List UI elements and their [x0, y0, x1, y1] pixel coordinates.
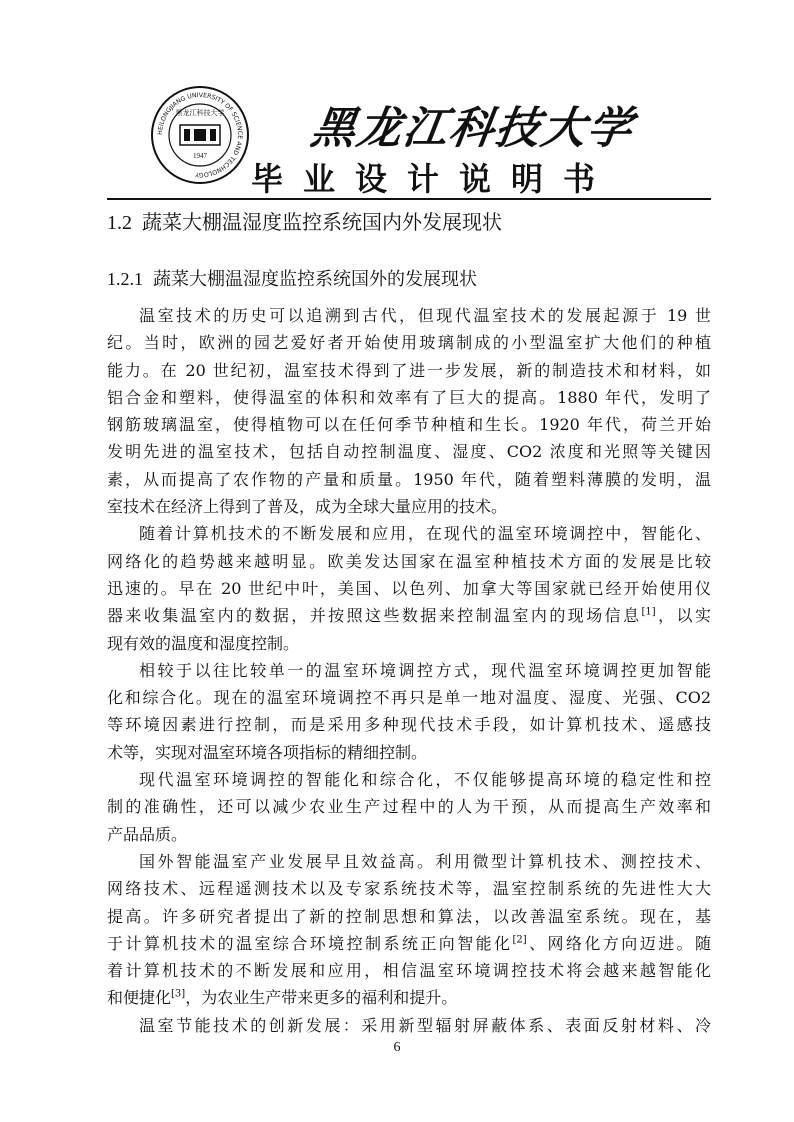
- university-name: 黑龙江科技大学: [307, 103, 637, 154]
- text-line: 提高。许多研究者提出了新的控制思想和算法，以改善温室系统。现在，基: [107, 906, 711, 926]
- text-line: 相较于以往比较单一的温室环境调控方式，现代温室环境调控更加智能: [139, 660, 711, 680]
- text-line: 网络技术、远程遥测技术以及专家系统技术等，温室控制系统的先进性大大: [107, 879, 711, 899]
- text-line: 钢筋玻璃温室，使得植物可以在任何季节种植和生长。1920 年代，荷兰开始: [107, 415, 711, 435]
- seal-chinese-text: 黑龙江科技大学: [175, 109, 225, 117]
- citation-ref: [2]: [512, 934, 527, 946]
- seal-ring-text: HEILONGJIANG UNIVERSITY OF SCIENCE AND TECHNOLOGY: [156, 91, 244, 179]
- text-run: 器来收集温室内的数据，并按照这些数据来控制温室内的现场信息: [107, 606, 642, 626]
- paragraph-intelligence: [107, 766, 711, 848]
- text-run: 和便捷化: [107, 988, 172, 1008]
- section-number: 1.2: [107, 212, 132, 234]
- text-line: 制的准确性，还可以减少农业生产过程中的人为干预，从而提高生产效率和: [107, 797, 711, 817]
- seal-year: 1947: [193, 152, 207, 160]
- section-heading: [107, 206, 711, 246]
- text-line: 室技术在经济上得到了普及，成为全球大量应用的技术。: [107, 497, 508, 517]
- text-line: 着计算机技术的不断发展和应用，相信温室环境调控技术将会越来越智能化: [107, 961, 711, 981]
- text-line: 国外智能温室产业发展早且效益高。利用微型计算机技术、测控技术、: [139, 851, 711, 871]
- text-line: 温室技术的历史可以追溯到古代，但现代温室技术的发展起源于 19 世: [139, 306, 711, 325]
- text-line: 随着计算机技术的不断发展和应用，在现代的温室环境调控中，智能化、: [139, 524, 711, 544]
- paragraph-foreign-industry: [107, 848, 711, 1012]
- subsection-title: 蔬菜大棚温湿度监控系统国外的发展现状: [153, 269, 477, 290]
- text-line: [107, 930, 711, 957]
- text-line: [107, 602, 711, 629]
- text-line: 现有效的温度和湿度控制。: [107, 633, 300, 653]
- text-line: 铝合金和塑料，使得温室的体积和效率有了巨大的提高。1880 年代，发明了: [107, 387, 711, 407]
- text-line: 发明先进的温室技术，包括自动控制温度、湿度、CO2 浓度和光照等关键因: [107, 442, 711, 462]
- text-line: 网络化的趋势越来越明显。欧美发达国家在温室种植技术方面的发展是比较: [107, 551, 711, 571]
- text-line: 纪。当时，欧洲的园艺爱好者开始使用玻璃制成的小型温室扩大他们的种植: [107, 333, 711, 353]
- citation-ref: [1]: [641, 606, 656, 618]
- text-line: 现代温室环境调控的智能化和综合化，不仅能够提高环境的稳定性和控: [139, 770, 711, 790]
- text-line: 产品品质。: [107, 824, 188, 844]
- paragraph-history: [107, 302, 711, 520]
- subsection-heading: [107, 264, 711, 302]
- section-title: 蔬菜大棚温湿度监控系统国内外发展现状: [142, 210, 502, 234]
- citation-ref: [3]: [171, 989, 186, 1001]
- paragraph-energy-saving: [107, 1012, 711, 1039]
- page-body: [107, 206, 711, 1039]
- text-line: 化和综合化。现在的温室环境调控不再只是单一地对温度、湿度、光强、CO2: [107, 688, 711, 708]
- page-header: [0, 78, 794, 200]
- paragraph-computer-tech: [107, 520, 711, 656]
- text-line: 等环境因素进行控制，而是采用多种现代技术手段，如计算机技术、遥感技: [107, 715, 711, 735]
- paragraph-modern-control: [107, 657, 711, 766]
- text-line: 素，从而提高了农作物的产量和质量。1950 年代，随着塑料薄膜的发明，温: [107, 469, 711, 489]
- subsection-number: 1.2.1: [107, 269, 143, 289]
- text-run: ，以实: [655, 606, 711, 626]
- text-line: [107, 984, 711, 1011]
- text-run: 、网络化方向迈进。随: [526, 933, 711, 953]
- header-divider: [107, 198, 711, 200]
- text-line: 温室节能技术的创新发展：采用新型辐射屏蔽体系、表面反射材料、冷: [139, 1015, 711, 1035]
- text-line: 术等，实现对温室环境各项指标的精细控制。: [107, 742, 428, 762]
- text-run: ，为农业生产带来更多的福利和提升。: [185, 988, 458, 1008]
- text-run: 于计算机技术的温室综合环境控制系统正向智能化: [107, 933, 513, 953]
- text-line: 迅速的。早在 20 世纪中叶，美国、以色列、加拿大等国家就已经开始使用仪: [107, 578, 711, 598]
- text-line: 能力。在 20 世纪初，温室技术得到了进一步发展，新的制造技术和材料，如: [107, 360, 711, 380]
- page-number: 6: [393, 1040, 401, 1055]
- university-seal-icon: [150, 85, 250, 185]
- document-title: 毕业设计说明书: [250, 160, 615, 198]
